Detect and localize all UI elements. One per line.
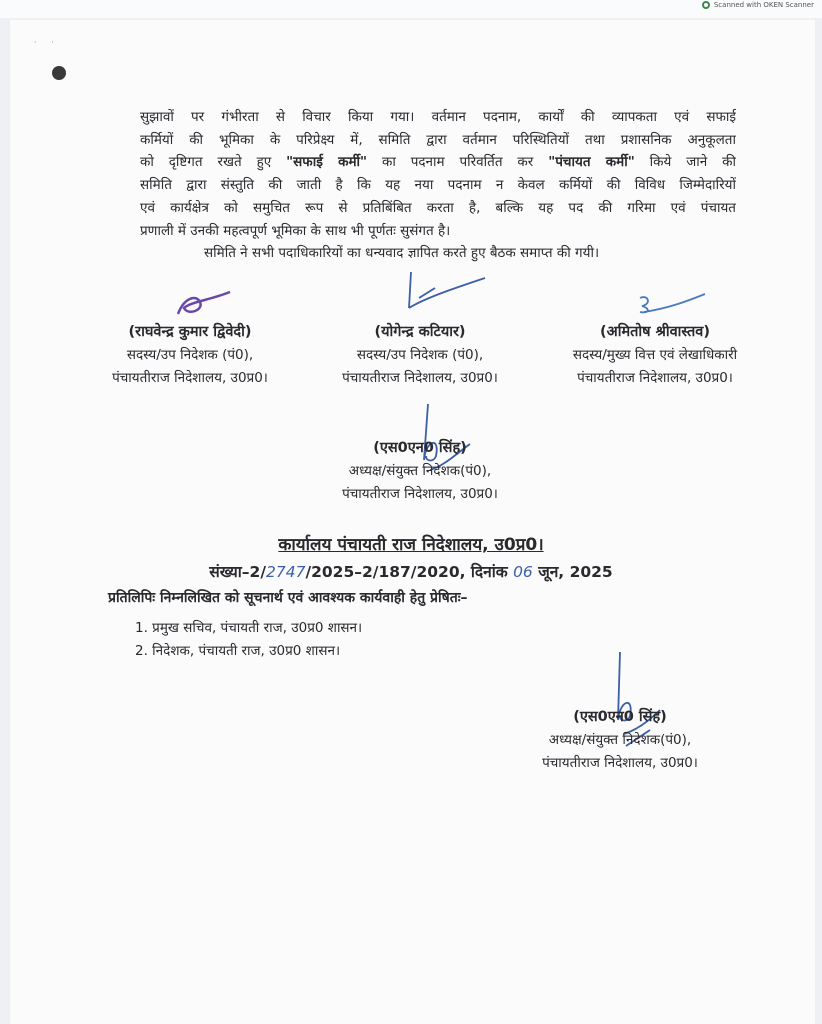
text: किये जाने की bbox=[634, 154, 736, 171]
punch-hole bbox=[52, 66, 66, 80]
body-paragraph bbox=[140, 106, 736, 265]
ref-date: जून, 2025 bbox=[532, 563, 613, 581]
signatory-name: (अमितोष श्रीवास्तव) bbox=[599, 324, 710, 340]
copy-to-heading: प्रतिलिपिः निम्नलिखित को सूचनार्थ एवं आवश्यक कार्यवाही हेतु प्रेषितः– bbox=[108, 590, 468, 606]
copy-to-list bbox=[135, 617, 362, 663]
reference-line bbox=[0, 560, 822, 582]
signatory-name: (योगेन्द्र कटियार) bbox=[374, 324, 466, 340]
text: को दृष्टिगत रखते हुए bbox=[140, 154, 287, 171]
signatory-name: (राघवेन्द्र कुमार द्विवेदी) bbox=[128, 324, 252, 340]
chairman-office: पंचायतीराज निदेशालय, उ0प्र0। bbox=[342, 486, 498, 502]
office-heading-text: कार्यालय पंचायती राज निदेशालय, उ0प्र0। bbox=[278, 535, 544, 555]
scanner-top-bar bbox=[0, 0, 822, 18]
paragraph-line: प्रणाली में उनकी महत्वपूर्ण भूमिका के साथ भी पूर्णतः सुसंगत है। bbox=[140, 222, 451, 239]
paragraph-line: एवं कार्यक्षेत्र को समुचित रूप से प्रतिबिंबित करता है, बल्कि यह पद की गरिमा एवं पंचायत bbox=[140, 199, 736, 216]
final-signatory-name: (एस0एन0 सिंह) bbox=[573, 709, 667, 725]
scanner-logo-icon bbox=[702, 1, 710, 9]
signatory-block bbox=[300, 321, 540, 390]
list-item: 1. प्रमुख सचिव, पंचायती राज, उ0प्र0 शासन। bbox=[135, 620, 363, 636]
paragraph-line: समिति द्वारा संस्तुति की जाती है कि यह नया पदनाम न केवल कर्मियों की विविध जिम्मेदारियों bbox=[140, 177, 736, 194]
signatory-block bbox=[70, 321, 310, 390]
final-signatory-block bbox=[500, 706, 740, 775]
signatory-block bbox=[530, 321, 780, 390]
scanner-badge bbox=[702, 1, 814, 9]
signatory-designation: सदस्य/उप निदेशक (पं0), bbox=[356, 347, 484, 363]
new-designation: "पंचायत कर्मी" bbox=[548, 154, 635, 171]
chairman-name: (एस0एन0 सिंह) bbox=[373, 440, 467, 456]
signatory-office: पंचायतीराज निदेशालय, उ0प्र0। bbox=[112, 370, 268, 386]
ref-suffix: /2025–2/187/2020, दिनांक bbox=[305, 563, 514, 581]
office-heading bbox=[0, 532, 822, 555]
signatory-office: पंचायतीराज निदेशालय, उ0प्र0। bbox=[577, 370, 733, 386]
paragraph-line: सुझावों पर गंभीरता से विचार किया गया। वर्तमान पदनाम, कार्यों की व्यापकता एवं सफाई bbox=[140, 109, 736, 125]
ref-prefix: संख्या–2/ bbox=[209, 563, 266, 581]
handwritten-ref-number: 2747 bbox=[266, 563, 306, 581]
paragraph-line: कर्मियों की भूमिका के परिप्रेक्ष्य में, समिति द्वारा वर्तमान परिस्थितियों तथा प्रशासनिक अनुकूलता bbox=[140, 131, 736, 148]
signatory-designation: सदस्य/मुख्य वित्त एवं लेखाधिकारी bbox=[572, 347, 738, 363]
final-signatory-designation: अध्यक्ष/संयुक्त निदेशक(पं0), bbox=[548, 732, 692, 748]
list-item: 2. निदेशक, पंचायती राज, उ0प्र0 शासन। bbox=[135, 643, 341, 659]
paragraph-line bbox=[140, 151, 736, 174]
text: का पदनाम परिवर्तित कर bbox=[367, 154, 549, 171]
handwritten-date-day: 06 bbox=[513, 563, 533, 581]
scanner-badge-text: Scanned with OKEN Scanner bbox=[713, 1, 814, 9]
chairman-designation: अध्यक्ष/संयुक्त निदेशक(पं0), bbox=[348, 463, 492, 479]
chairman-block bbox=[300, 437, 540, 506]
final-signatory-office: पंचायतीराज निदेशालय, उ0प्र0। bbox=[542, 755, 698, 771]
old-designation: "सफाई कर्मी" bbox=[286, 154, 368, 171]
closing-line: समिति ने सभी पदाधिकारियों का धन्यवाद ज्ञापित करते हुए बैठक समाप्त की गयी। bbox=[204, 245, 600, 262]
scan-specks: · · bbox=[34, 38, 60, 47]
signatory-designation: सदस्य/उप निदेशक (पं0), bbox=[126, 347, 254, 363]
signatory-office: पंचायतीराज निदेशालय, उ0प्र0। bbox=[342, 370, 498, 386]
